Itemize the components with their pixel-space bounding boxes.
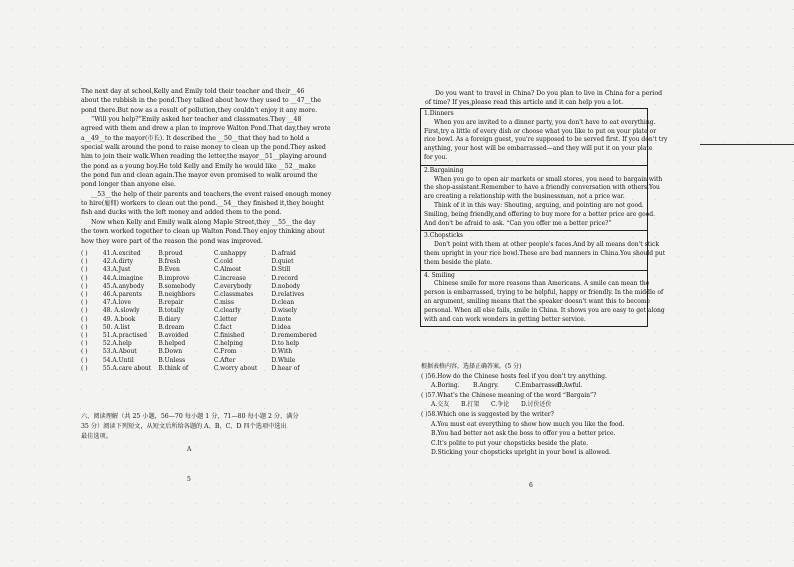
option-c: C.cold xyxy=(213,258,233,266)
section-line: Smiling, being friendly,and offering to buy more for a better price are good. xyxy=(424,210,656,218)
option-c: C.After xyxy=(213,356,236,364)
question-option: B.Angry. xyxy=(473,382,499,390)
passage-line: the town worked together to clean up Walton Pond.They enjoy thinking about xyxy=(81,228,325,236)
section-line: Chinese smile for more reasons than Americans. A smile can mean the xyxy=(434,280,650,288)
answer-bracket: ( ) xyxy=(81,364,88,372)
option-b: B.improve xyxy=(158,274,190,282)
questions-block xyxy=(421,362,661,458)
option-c: C.From xyxy=(213,348,237,356)
option-a: 46.A.parents xyxy=(102,291,142,299)
option-c: C.fact xyxy=(213,323,232,331)
cloze-passage xyxy=(81,87,332,246)
option-row xyxy=(81,324,321,332)
intro-line: Do you want to travel in China? Do you plan to live in China for a period xyxy=(435,90,663,97)
option-a: 45.A.anybody xyxy=(102,282,145,290)
passage-line: him to join their walk.When reading the letter,the mayor__51__playing around xyxy=(81,153,327,161)
option-b: B.Unless xyxy=(158,356,186,364)
questions-heading: 根据表格内容，选择正确答案。(5 分) xyxy=(421,363,522,370)
heading-line: 35 分）阅读下列短文，从短文后所给各题的 A、B、C、D 四个选项中选出 xyxy=(81,423,287,430)
tips-section xyxy=(421,109,668,166)
option-row xyxy=(81,357,321,365)
question-stem: ( )58.Which one is suggested by the writer? xyxy=(421,410,554,418)
answer-bracket: ( ) xyxy=(81,258,88,266)
answer-bracket: ( ) xyxy=(81,332,88,340)
question-option: D.Awful. xyxy=(557,382,583,390)
option-d: D.Still xyxy=(271,266,291,274)
page-number-left: 5 xyxy=(187,476,191,483)
reading-section-heading xyxy=(81,412,303,442)
passage-line: how they were part of the reason the pond was improved. xyxy=(81,237,263,245)
option-b: B.repair xyxy=(158,299,184,307)
tips-section xyxy=(421,271,665,327)
question-options xyxy=(421,400,661,410)
answer-bracket: ( ) xyxy=(81,291,88,299)
option-row xyxy=(81,316,321,324)
page-number-right: 6 xyxy=(529,482,533,489)
option-d: D.hear of xyxy=(271,364,300,372)
section-line: for you. xyxy=(424,153,448,161)
question-options xyxy=(421,381,661,391)
option-c: C.everybody xyxy=(213,282,252,290)
heading-line: 六、阅读理解（共 25 小题，56—70 每小题 1 分，71—80 每小题 2 分，满分 xyxy=(81,413,299,420)
option-b: B.avoided xyxy=(158,332,189,340)
option-row xyxy=(81,340,321,348)
section-line: rice bowl. As a foreign guest, you're supposed to be served first. If you don't try xyxy=(424,136,668,144)
section-title: 2.Bargaining xyxy=(424,166,464,174)
intro-line: of time? If yes,please read this article and it can help you a lot. xyxy=(425,99,624,107)
option-c: C.unhappy xyxy=(213,250,247,257)
section-line: an argument, smiling means that the speaker doesn't want this to become xyxy=(424,297,651,305)
answer-bracket: ( ) xyxy=(81,299,88,307)
option-a: 41.A.excited xyxy=(102,250,141,257)
option-c: C.worry about xyxy=(213,364,258,372)
question-option: A.交友 xyxy=(431,401,450,409)
option-a: 53.A.About xyxy=(102,348,137,356)
section-line: them beside the plate. xyxy=(424,258,493,266)
answer-bracket: ( ) xyxy=(81,356,88,364)
margin-line xyxy=(700,144,794,145)
passage-line: special walk around the pond to raise money to clean up the pond.They asked xyxy=(81,144,326,152)
option-row xyxy=(81,365,321,373)
section-title: 3.Chopsticks xyxy=(424,232,464,240)
option-d: D.wisely xyxy=(271,307,297,315)
cloze-options xyxy=(81,250,321,373)
option-a: 44.A.imagine xyxy=(102,274,143,282)
section-line: When you are invited to a dinner party, you don't have to eat everything. xyxy=(434,118,656,126)
right-page xyxy=(397,0,794,567)
answer-bracket: ( ) xyxy=(81,348,88,356)
section-line: And don't be afraid to ask. “Can you offer me a better price?” xyxy=(424,219,612,227)
answer-bracket: ( ) xyxy=(81,307,88,315)
answer-bracket: ( ) xyxy=(81,250,88,257)
option-b: B.helped xyxy=(158,340,186,348)
option-a: 48. A.slowly xyxy=(102,307,140,315)
heading-line: 最佳选项。 xyxy=(81,433,112,440)
option-a: 42.A.dirty xyxy=(102,258,134,266)
section-line: them upright in your rice bowl.These are bad manners in China.You should put xyxy=(424,249,666,257)
tips-section xyxy=(421,231,666,270)
question-option: A.You must eat everything to show how much you like the food. xyxy=(431,420,625,428)
question-option: D.Sticking your chopsticks upright in your bowl is allowed. xyxy=(431,449,611,457)
option-a: 52.A.help xyxy=(102,340,132,348)
option-row xyxy=(81,283,321,291)
option-d: D.While xyxy=(271,356,296,364)
question-option: C.Embarrassed. xyxy=(515,382,564,390)
passage-line: Now when Kelly and Emily walk along Maple Street,they __55__the day xyxy=(91,218,316,226)
option-b: B.proud xyxy=(158,250,183,257)
option-a: 54.A.Until xyxy=(102,356,134,364)
option-row xyxy=(81,250,321,258)
option-c: C.increase xyxy=(213,274,246,282)
section-line: anything, your host will be embarrassed—and they will put it on your plate xyxy=(424,145,653,153)
section-title: 4. Smiling xyxy=(424,271,455,279)
question-option: B.打架 xyxy=(461,401,480,409)
option-a: 43.A.Just xyxy=(102,266,131,274)
section-title: 1.Dinners xyxy=(424,110,454,117)
option-c: C.classmates xyxy=(213,291,254,299)
question-option: C.It's polite to put your chopsticks beside the plate. xyxy=(431,439,589,447)
section-line: with and can work wonders in getting better service. xyxy=(424,315,586,323)
section-line: personal. When all else fails, smile in China. It shows you are easy to get along xyxy=(424,306,665,314)
section-line: First,try a little of every dish or choose what you like to put on your plate or xyxy=(424,127,657,135)
passage-line: a__49__to the mayor(市长). It described the __50__that they had to hold a xyxy=(81,134,310,142)
option-d: D.nobody xyxy=(271,282,301,290)
option-row xyxy=(81,307,321,315)
passage-line: to hire(雇佣) workers to clean out the pond.__54__they finished it,they bought xyxy=(81,200,325,208)
tips-table xyxy=(420,108,668,327)
answer-bracket: ( ) xyxy=(81,315,88,323)
passage-line: pond there.But now as a result of pollution,they couldn't enjoy it any more. xyxy=(81,106,318,114)
option-d: D.to help xyxy=(271,340,299,348)
option-c: C.Almost xyxy=(213,266,242,274)
option-a: 51.A.practised xyxy=(102,332,148,340)
option-b: B.somebody xyxy=(158,282,196,290)
option-row xyxy=(81,299,321,307)
option-b: B.Down xyxy=(158,348,183,356)
option-row xyxy=(81,266,321,274)
option-d: D.quiet xyxy=(271,258,294,266)
option-b: B.think of xyxy=(158,364,189,372)
article-intro xyxy=(425,89,663,108)
question-stem: ( )57.What's the Chinese meaning of the word “Bargain”? xyxy=(421,391,597,399)
question-option: B.You had better not ask the boss to offer you a better price. xyxy=(431,430,616,438)
answer-bracket: ( ) xyxy=(81,266,88,274)
option-a: 47.A.love xyxy=(102,299,132,307)
option-c: C.miss xyxy=(213,299,234,307)
passage-line: fish and ducks with the left money and added them to the pond. xyxy=(81,209,282,217)
option-row xyxy=(81,348,321,356)
answer-bracket: ( ) xyxy=(81,323,88,331)
option-b: B.fresh xyxy=(158,258,181,266)
option-row xyxy=(81,275,321,283)
passage-line: the pond fun and clean again.The mayor even promised to walk around the xyxy=(81,172,318,180)
option-d: D.record xyxy=(271,274,298,282)
section-line: Think of it in this way: Shouting, arguing, and pointing are not good. xyxy=(434,201,644,209)
passage-line: __53__the help of their parents and teachers,the event raised enough money xyxy=(91,190,332,198)
answer-bracket: ( ) xyxy=(81,274,88,282)
question-option: C.争论 xyxy=(491,401,510,409)
passage-line: pond longer than anyone else. xyxy=(81,181,176,189)
option-row xyxy=(81,258,321,266)
option-b: B.totally xyxy=(158,307,184,315)
option-c: C.letter xyxy=(213,315,237,323)
passage-line: The next day at school,Kelly and Emily told their teacher and their__46 xyxy=(81,88,305,95)
option-b: B.neighbors xyxy=(158,291,196,299)
option-d: D.With xyxy=(271,348,293,356)
option-b: B.dream xyxy=(158,323,185,331)
passage-line: “Will you help?”Emily asked her teacher and classmates.They __48 xyxy=(91,116,302,124)
answer-bracket: ( ) xyxy=(81,282,88,290)
option-d: D.note xyxy=(271,315,292,323)
option-a: 50. A.list xyxy=(102,323,130,331)
section-line: When you go to open air markets or small stores, you need to bargain with xyxy=(434,175,663,183)
section-line: the shop-assistant.Remember to have a friendly conversation with others.You xyxy=(424,184,660,192)
option-b: B.Even xyxy=(158,266,180,274)
option-d: D.relatives xyxy=(271,291,305,299)
question-option: D.讨价还价 xyxy=(521,401,552,409)
section-line: are creating a relationship with the businessman, not a price war. xyxy=(424,193,625,201)
tips-section xyxy=(421,166,663,232)
option-row xyxy=(81,332,321,340)
passage-line: agreed with them and drew a plan to improve Walton Pond.That day,they wrote xyxy=(81,125,331,133)
option-a: 49. A.book xyxy=(102,315,136,323)
option-d: D.afraid xyxy=(271,250,296,257)
section-line: person is embarrassed, trying to be helpful, happy or friendly. In the middle of xyxy=(424,289,664,297)
passage-label: A xyxy=(187,446,192,453)
option-d: D.remembered xyxy=(271,332,317,340)
section-line: Don't point with them at other people's faces.And by all means don't stick xyxy=(434,241,659,249)
option-c: C.clearly xyxy=(213,307,241,315)
option-a: 55.A.care about xyxy=(102,364,152,372)
option-b: B.diary xyxy=(158,315,181,323)
passage-line: the pond as a young boy.He told Kelly and Emily he would like __52__make xyxy=(81,162,316,170)
option-c: C.helping xyxy=(213,340,243,348)
passage-line: about the rubbish in the pond.They talked about how they used to __47__the xyxy=(81,97,321,105)
option-row xyxy=(81,291,321,299)
question-option: A.Boring. xyxy=(431,382,460,390)
question-stem: ( )56.How do the Chinese hosts feel if you don't try anything. xyxy=(421,372,607,380)
option-d: D.clean xyxy=(271,299,295,307)
option-c: C.finished xyxy=(213,332,245,340)
option-d: D.idea xyxy=(271,323,291,331)
answer-bracket: ( ) xyxy=(81,340,88,348)
